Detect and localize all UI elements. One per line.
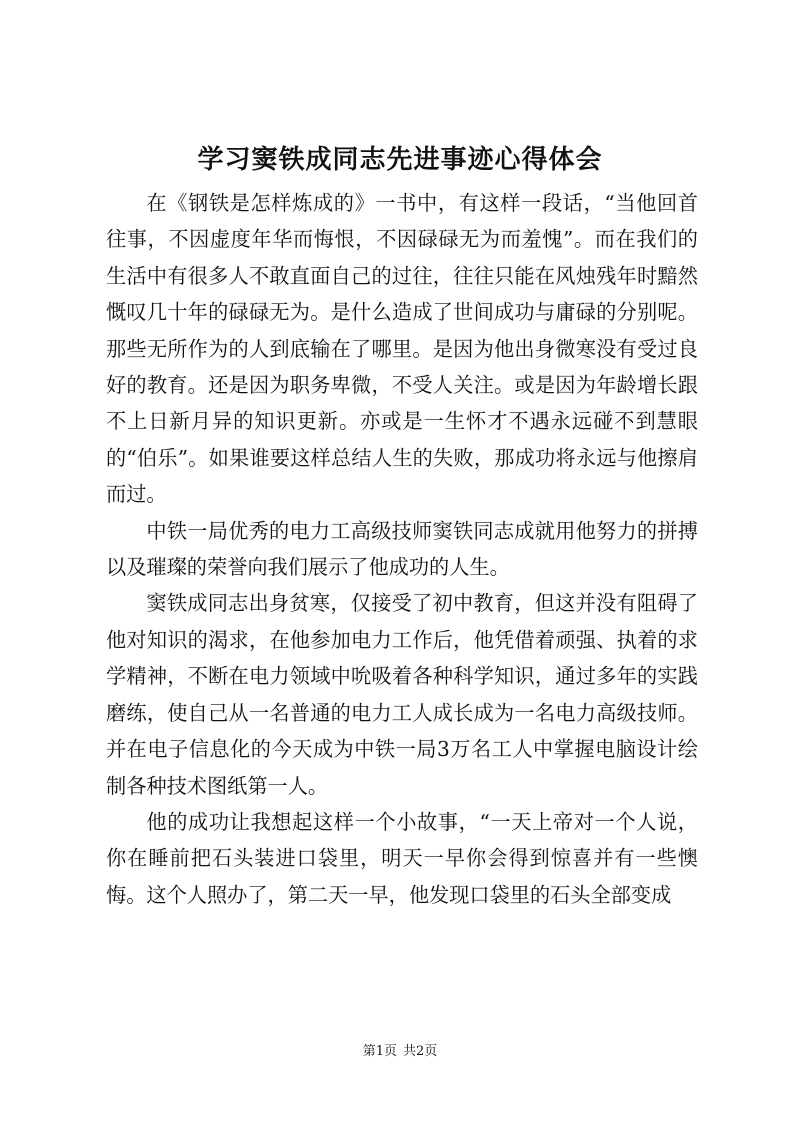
document-title: 学习窦铁成同志先进事迹心得体会 — [197, 145, 603, 175]
document-body — [106, 185, 698, 913]
paragraph-3: 窦铁成同志出身贫寒，仅接受了初中教育，但这并没有阻碍了他对知识的渴求，在他参加电力工作后，他凭借着顽强、执着的求学精神，不断在电力领域中吮吸着各种科学知识，通过多年的实践磨练，使自己从一名普通的电力工人成长成为一名电力高级技师。并在电子信息化的今天成为中铁一局3万名工人中掌握电脑设计绘制各种技术图纸第一人。 — [106, 591, 698, 798]
page-number: 第1页 — [362, 1044, 397, 1059]
page-total: 共2页 — [403, 1044, 438, 1059]
paragraph-1: 在《钢铁是怎样炼成的》一书中，有这样一段话，“当他回首往事，不因虚度年华而悔恨，不因碌碌无为而羞愧”。而在我们的生活中有很多人不敢直面自己的过往，往往只能在风烛残年时黯然慨叹几十年的碌碌无为。是什么造成了世间成功与庸碌的分别呢。那些无所作为的人到底输在了哪里。是因为他出身微寒没有受过良好的教育。还是因为职务卑微，不受人关注。或是因为年龄增长跟不上日新月异的知识更新。亦或是一生怀才不遇永远碰不到慧眼的“伯乐”。如果谁要这样总结人生的失败，那成功将永远与他擦肩而过。 — [106, 191, 698, 507]
page-footer — [0, 1042, 800, 1062]
paragraph-2: 中铁一局优秀的电力工高级技师窦铁同志成就用他努力的拼搏以及璀璨的荣誉向我们展示了他成功的人生。 — [106, 518, 698, 580]
paragraph-4: 他的成功让我想起这样一个小故事，“一天上帝对一个人说，你在睡前把石头装进口袋里，明天一早你会得到惊喜并有一些懊悔。这个人照办了，第二天一早，他发现口袋里的石头全部变成 — [106, 809, 698, 907]
